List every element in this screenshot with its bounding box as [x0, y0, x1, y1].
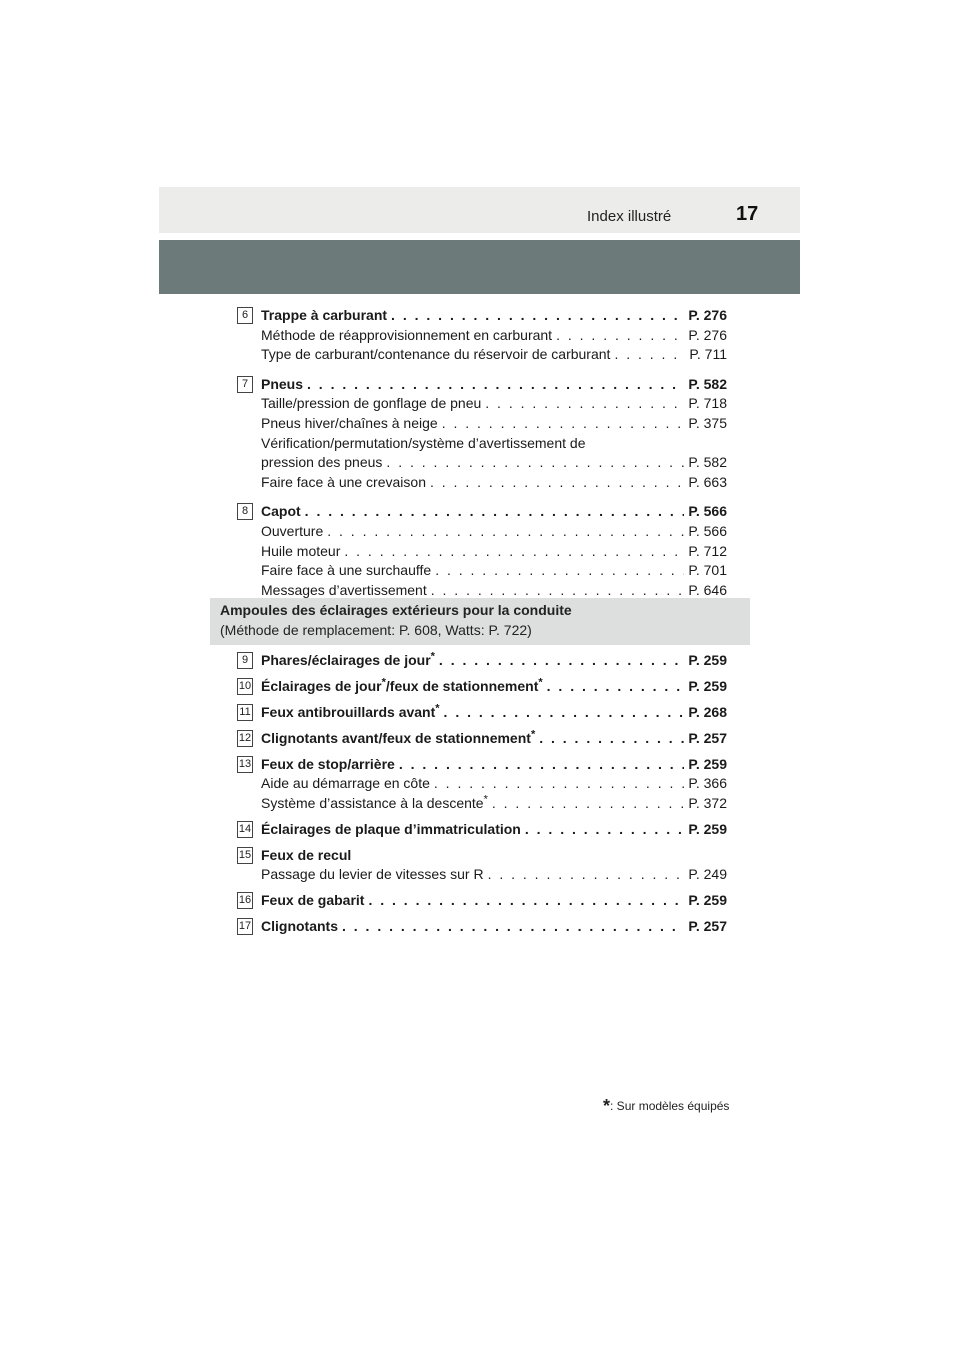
- index-line-text: [261, 394, 481, 414]
- bulbs-band-subtitle: (Méthode de remplacement: P. 608, Watts: P. 722): [220, 622, 532, 638]
- index-line[interactable]: [261, 794, 727, 814]
- index-line[interactable]: [261, 755, 727, 775]
- callout-number: 7: [237, 376, 253, 393]
- index-line-label: Feux de recul: [261, 846, 352, 863]
- index-line-label: Trappe à carburant: [261, 307, 388, 323]
- index-line-text: [261, 542, 340, 562]
- index-line-label: Taille/pression de gonflage de pneu: [261, 395, 482, 412]
- index-line-label: Feux antibrouillards avant: [261, 703, 436, 720]
- index-line[interactable]: [261, 846, 727, 866]
- index-line-label: Pneus: [261, 375, 304, 392]
- page-reference[interactable]: P. 257: [688, 917, 727, 934]
- index-line-label: Type de carburant/contenance du réservoir de carburant: [261, 346, 611, 363]
- index-line-text: [261, 561, 431, 581]
- index-line-text: [261, 865, 484, 885]
- equipment-star: *: [430, 650, 435, 663]
- index-line-text: [261, 375, 303, 395]
- index-line-label: Éclairages de plaque d’immatriculation: [261, 820, 521, 837]
- page-reference[interactable]: P. 268: [688, 703, 727, 720]
- index-line-label: Pneus hiver/chaînes à neige: [261, 414, 438, 431]
- index-line-text: [261, 414, 438, 434]
- index-entry: [237, 729, 727, 749]
- dot-leader: [430, 473, 684, 493]
- page-reference[interactable]: P. 663: [688, 473, 727, 490]
- page-reference[interactable]: P. 582: [688, 375, 727, 392]
- callout-number: 11: [237, 704, 253, 721]
- callout-number: 12: [237, 730, 253, 747]
- page-reference[interactable]: P. 249: [688, 866, 727, 883]
- dot-leader: [547, 677, 685, 697]
- callout-number: 6: [237, 307, 253, 324]
- page-reference[interactable]: P. 259: [688, 820, 727, 837]
- callout-number: 10: [237, 678, 253, 695]
- footnote: [603, 1096, 729, 1117]
- index-line[interactable]: [261, 561, 727, 581]
- index-line-text: [261, 729, 535, 749]
- index-line-text: [261, 917, 338, 937]
- index-line[interactable]: [261, 774, 727, 794]
- index-line[interactable]: [261, 375, 727, 395]
- index-section-a: [237, 306, 727, 610]
- index-line-label: Phares/éclairages de jour: [261, 652, 431, 668]
- index-entry: [237, 306, 727, 365]
- index-line-text: [261, 774, 430, 794]
- index-line-text: [261, 820, 521, 840]
- callout-number: 15: [237, 847, 253, 864]
- index-entry: [237, 917, 727, 937]
- page-reference[interactable]: P. 712: [688, 542, 727, 559]
- page-reference[interactable]: P. 566: [688, 503, 727, 520]
- page-reference[interactable]: P. 372: [688, 794, 727, 811]
- header-band: [159, 187, 800, 233]
- page-number: 17: [736, 203, 759, 225]
- index-line-text: [261, 677, 543, 697]
- index-line[interactable]: [261, 917, 727, 937]
- index-entry: [237, 891, 727, 911]
- page-reference[interactable]: P. 259: [688, 677, 727, 694]
- index-line[interactable]: [261, 522, 727, 542]
- index-line-text: [261, 703, 440, 723]
- footnote-text: : Sur modèles équipés: [610, 1099, 730, 1113]
- index-line[interactable]: [261, 434, 727, 454]
- dot-leader: [342, 917, 684, 937]
- index-line[interactable]: [261, 677, 727, 697]
- index-section-b: [237, 651, 727, 943]
- index-line-text: [261, 891, 364, 911]
- callout-number: 13: [237, 756, 253, 773]
- index-line-label: Aide au démarrage en côte: [261, 775, 430, 792]
- index-line[interactable]: [261, 891, 727, 911]
- index-line[interactable]: [261, 306, 727, 326]
- index-line[interactable]: [261, 651, 727, 671]
- index-line-label: Feux de gabarit: [261, 892, 365, 909]
- header-title: Index illustré: [587, 208, 672, 225]
- dot-leader: [344, 542, 684, 562]
- callout-number: 14: [237, 821, 253, 838]
- index-line[interactable]: [261, 729, 727, 749]
- index-entry: [237, 502, 727, 600]
- index-line-label: Messages d’avertissement: [261, 581, 427, 598]
- dot-leader: [492, 794, 684, 814]
- index-line-label: Éclairages de jour: [261, 677, 382, 694]
- index-line-label: Clignotants avant/feux de stationnement: [261, 729, 531, 746]
- index-line[interactable]: [261, 703, 727, 723]
- page-reference[interactable]: P. 366: [688, 775, 727, 792]
- index-line-label: Capot: [261, 503, 301, 520]
- page-reference[interactable]: P. 375: [688, 414, 727, 431]
- dot-leader: [525, 820, 684, 840]
- index-line-label: Ouverture: [261, 522, 324, 539]
- index-line-label: pression des pneus: [261, 454, 383, 471]
- page-reference[interactable]: P. 566: [688, 522, 727, 539]
- dot-leader: [539, 729, 684, 749]
- index-entry: [237, 651, 727, 671]
- callout-number: 8: [237, 503, 253, 520]
- index-entry: [237, 375, 727, 493]
- index-line[interactable]: [261, 453, 727, 473]
- index-line-text: [261, 345, 610, 365]
- page-reference[interactable]: P. 259: [688, 755, 727, 772]
- index-entry: [237, 677, 727, 697]
- equipment-star: *: [538, 676, 543, 689]
- index-line[interactable]: [261, 865, 727, 885]
- index-line-text: [261, 326, 552, 346]
- dot-leader: [556, 326, 684, 346]
- dot-leader: [434, 774, 684, 794]
- dot-leader: [439, 651, 684, 671]
- callout-number: 16: [237, 892, 253, 909]
- equipment-star: *: [530, 728, 536, 741]
- dot-leader: [614, 345, 685, 365]
- page-reference[interactable]: P. 711: [689, 346, 727, 363]
- index-line[interactable]: [261, 326, 727, 346]
- equipment-star: *: [483, 793, 488, 806]
- dot-leader: [485, 394, 684, 414]
- index-line[interactable]: [261, 394, 727, 414]
- index-line-label: Huile moteur: [261, 542, 341, 559]
- index-line-text: [261, 473, 426, 493]
- bulbs-band-title: Ampoules des éclairages extérieurs pour la conduite: [220, 602, 572, 618]
- index-entry: [237, 820, 727, 840]
- index-line-text: [261, 794, 488, 814]
- index-line[interactable]: [261, 414, 727, 434]
- page-reference[interactable]: P. 276: [688, 326, 727, 343]
- index-line-label: Passage du levier de vitesses sur R: [261, 866, 484, 883]
- index-line-text: [261, 755, 395, 775]
- index-line-text: [261, 502, 301, 522]
- index-line-text: [261, 434, 585, 454]
- index-line-label: Faire face à une crevaison: [261, 473, 426, 490]
- index-line-label: Système d’assistance à la descente: [261, 794, 484, 811]
- page-reference[interactable]: P. 718: [688, 395, 727, 412]
- callout-number: 17: [237, 918, 253, 935]
- dot-leader: [442, 414, 685, 434]
- page-reference[interactable]: P. 646: [688, 581, 727, 598]
- index-line-label: Faire face à une surchauffe: [261, 562, 432, 579]
- index-line-label: Vérification/permutation/système d’avertissement de: [261, 434, 586, 451]
- dot-leader: [399, 755, 685, 775]
- dot-leader: [368, 891, 684, 911]
- page-reference[interactable]: P. 276: [688, 307, 727, 323]
- index-line-text: [261, 306, 387, 326]
- callout-number: 9: [237, 652, 253, 669]
- index-entry: [237, 846, 727, 885]
- dot-leader: [327, 522, 684, 542]
- index-line-text: [261, 522, 323, 542]
- index-line[interactable]: [261, 820, 727, 840]
- index-line-label: Méthode de réapprovisionnement en carburant: [261, 326, 553, 343]
- index-line[interactable]: [261, 345, 727, 365]
- dot-leader: [307, 375, 684, 395]
- dot-leader: [391, 306, 684, 326]
- index-line[interactable]: [261, 502, 727, 522]
- page-reference[interactable]: P. 582: [688, 454, 727, 471]
- dot-leader: [386, 453, 684, 473]
- index-line-label-2: /feux de stationnement: [385, 677, 539, 694]
- index-line-label: Clignotants: [261, 917, 338, 934]
- footnote-star: *: [603, 1096, 611, 1116]
- dot-leader: [444, 703, 685, 723]
- index-entry: [237, 755, 727, 814]
- dot-leader: [305, 502, 685, 522]
- page-reference[interactable]: P. 259: [688, 892, 727, 909]
- index-line-label: Feux de stop/arrière: [261, 755, 395, 772]
- page-reference[interactable]: P. 701: [688, 562, 727, 579]
- dot-leader: [435, 561, 684, 581]
- page-reference[interactable]: P. 257: [688, 729, 727, 746]
- index-line[interactable]: [261, 542, 727, 562]
- index-line[interactable]: [261, 473, 727, 493]
- page-reference[interactable]: P. 259: [688, 652, 727, 668]
- index-line-text: [261, 453, 382, 473]
- section-banner: [159, 240, 800, 294]
- index-entry: [237, 703, 727, 723]
- index-line-text: [261, 651, 435, 671]
- equipment-star: *: [381, 676, 386, 689]
- index-line-text: [261, 846, 351, 866]
- equipment-star: *: [435, 702, 440, 715]
- dot-leader: [488, 865, 685, 885]
